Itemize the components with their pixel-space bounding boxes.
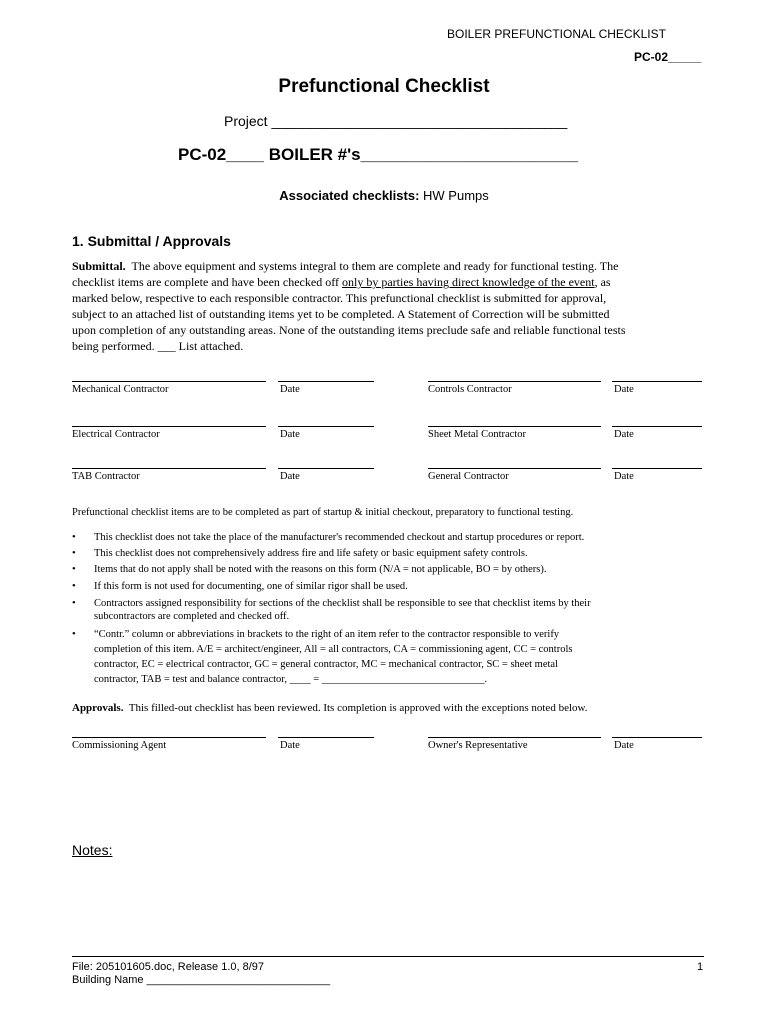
signature-label: Commissioning Agent (72, 740, 167, 751)
date-label: Date (280, 471, 300, 482)
date-line[interactable] (278, 468, 374, 469)
list-item-continuation: subcontractors are completed and checked off. (94, 611, 290, 622)
submittal-line: , as (594, 275, 611, 289)
date-label: Date (280, 384, 300, 395)
signature-label: TAB Contractor (72, 471, 140, 482)
signature-label: Electrical Contractor (72, 429, 160, 440)
submittal-line: checklist items are complete and have been checked off (72, 275, 339, 289)
intro-note: Prefunctional checklist items are to be completed as part of startup & initial checkout, preparatory to functional testing. (72, 507, 574, 518)
notes-label: Notes: (72, 842, 113, 858)
bullet-icon: • (72, 598, 76, 609)
bullet-icon: • (72, 548, 76, 559)
document-code: PC-02_____ (634, 50, 702, 64)
associated-checklists (0, 188, 768, 203)
submittal-paragraph (72, 258, 710, 354)
bullet-icon: • (72, 564, 76, 575)
date-line[interactable] (278, 381, 374, 382)
date-label: Date (614, 740, 634, 751)
project-line: Project ______________________________________ (224, 113, 568, 129)
date-line[interactable] (612, 737, 702, 738)
date-label: Date (280, 740, 300, 751)
date-label: Date (614, 471, 634, 482)
date-label: Date (614, 384, 634, 395)
submittal-label: Submittal. (72, 259, 126, 273)
associated-label: Associated checklists: (279, 188, 420, 203)
page-number: 1 (697, 961, 704, 973)
signature-line[interactable] (428, 468, 601, 469)
submittal-line: upon completion of any outstanding areas. None of the outstanding items preclude safe and reliable functional tests (72, 323, 626, 337)
document-header-title: BOILER PREFUNCTIONAL CHECKLIST (447, 27, 666, 41)
date-label: Date (614, 429, 634, 440)
footer-building-name: Building Name ______________________________ (72, 974, 331, 986)
bullet-icon: • (72, 532, 76, 543)
approvals-paragraph (72, 702, 587, 714)
signature-line[interactable] (72, 737, 266, 738)
bullet-icon: • (72, 629, 76, 640)
list-item-continuation: completion of this item. A/E = architect/engineer, All = all contractors, CA = commissioning agent, CC = controls contractor, EC = electrical contractor, GC = general contractor, MC = mechanical contractor, SC = sheet metal contractor, TAB = test and balance contractor, ____ = _______________________________. (94, 644, 573, 685)
signature-line[interactable] (428, 737, 601, 738)
date-line[interactable] (612, 426, 702, 427)
signature-line[interactable] (72, 381, 266, 382)
submittal-line: The above equipment and systems integral to them are complete and ready for functional testing. The (131, 259, 619, 273)
submittal-line: marked below, respective to each responsible contractor. This prefunctional checklist is submitted for approval, (72, 291, 607, 305)
signature-label: Controls Contractor (428, 384, 512, 395)
footer-file: File: 205101605.doc, Release 1.0, 8/97 (72, 961, 265, 973)
section-heading: 1. Submittal / Approvals (72, 233, 231, 249)
signature-label: Sheet Metal Contractor (428, 429, 526, 440)
date-line[interactable] (278, 426, 374, 427)
submittal-underlined: only by parties having direct knowledge of the event (342, 275, 595, 289)
associated-value: HW Pumps (423, 188, 489, 203)
date-line[interactable] (278, 737, 374, 738)
date-line[interactable] (612, 468, 702, 469)
signature-line[interactable] (428, 426, 601, 427)
date-label: Date (280, 429, 300, 440)
boiler-line: PC-02____ BOILER #'s_______________________ (178, 145, 579, 164)
submittal-line: subject to an attached list of outstanding items yet to be completed. A Statement of Correction will be submitted (72, 307, 610, 321)
bullet-icon: • (72, 581, 76, 592)
signature-line[interactable] (428, 381, 601, 382)
signature-label: Mechanical Contractor (72, 384, 169, 395)
signature-line[interactable] (72, 426, 266, 427)
signature-label: Owner's Representative (428, 740, 528, 751)
signature-line[interactable] (72, 468, 266, 469)
page-title: Prefunctional Checklist (278, 76, 490, 97)
approvals-label: Approvals. (72, 702, 124, 714)
date-line[interactable] (612, 381, 702, 382)
submittal-line: being performed. ___ List attached. (72, 339, 244, 353)
signature-label: General Contractor (428, 471, 509, 482)
approvals-text: This filled-out checklist has been reviewed. Its completion is approved with the exceptions noted below. (128, 702, 588, 714)
footer-rule (72, 956, 704, 957)
